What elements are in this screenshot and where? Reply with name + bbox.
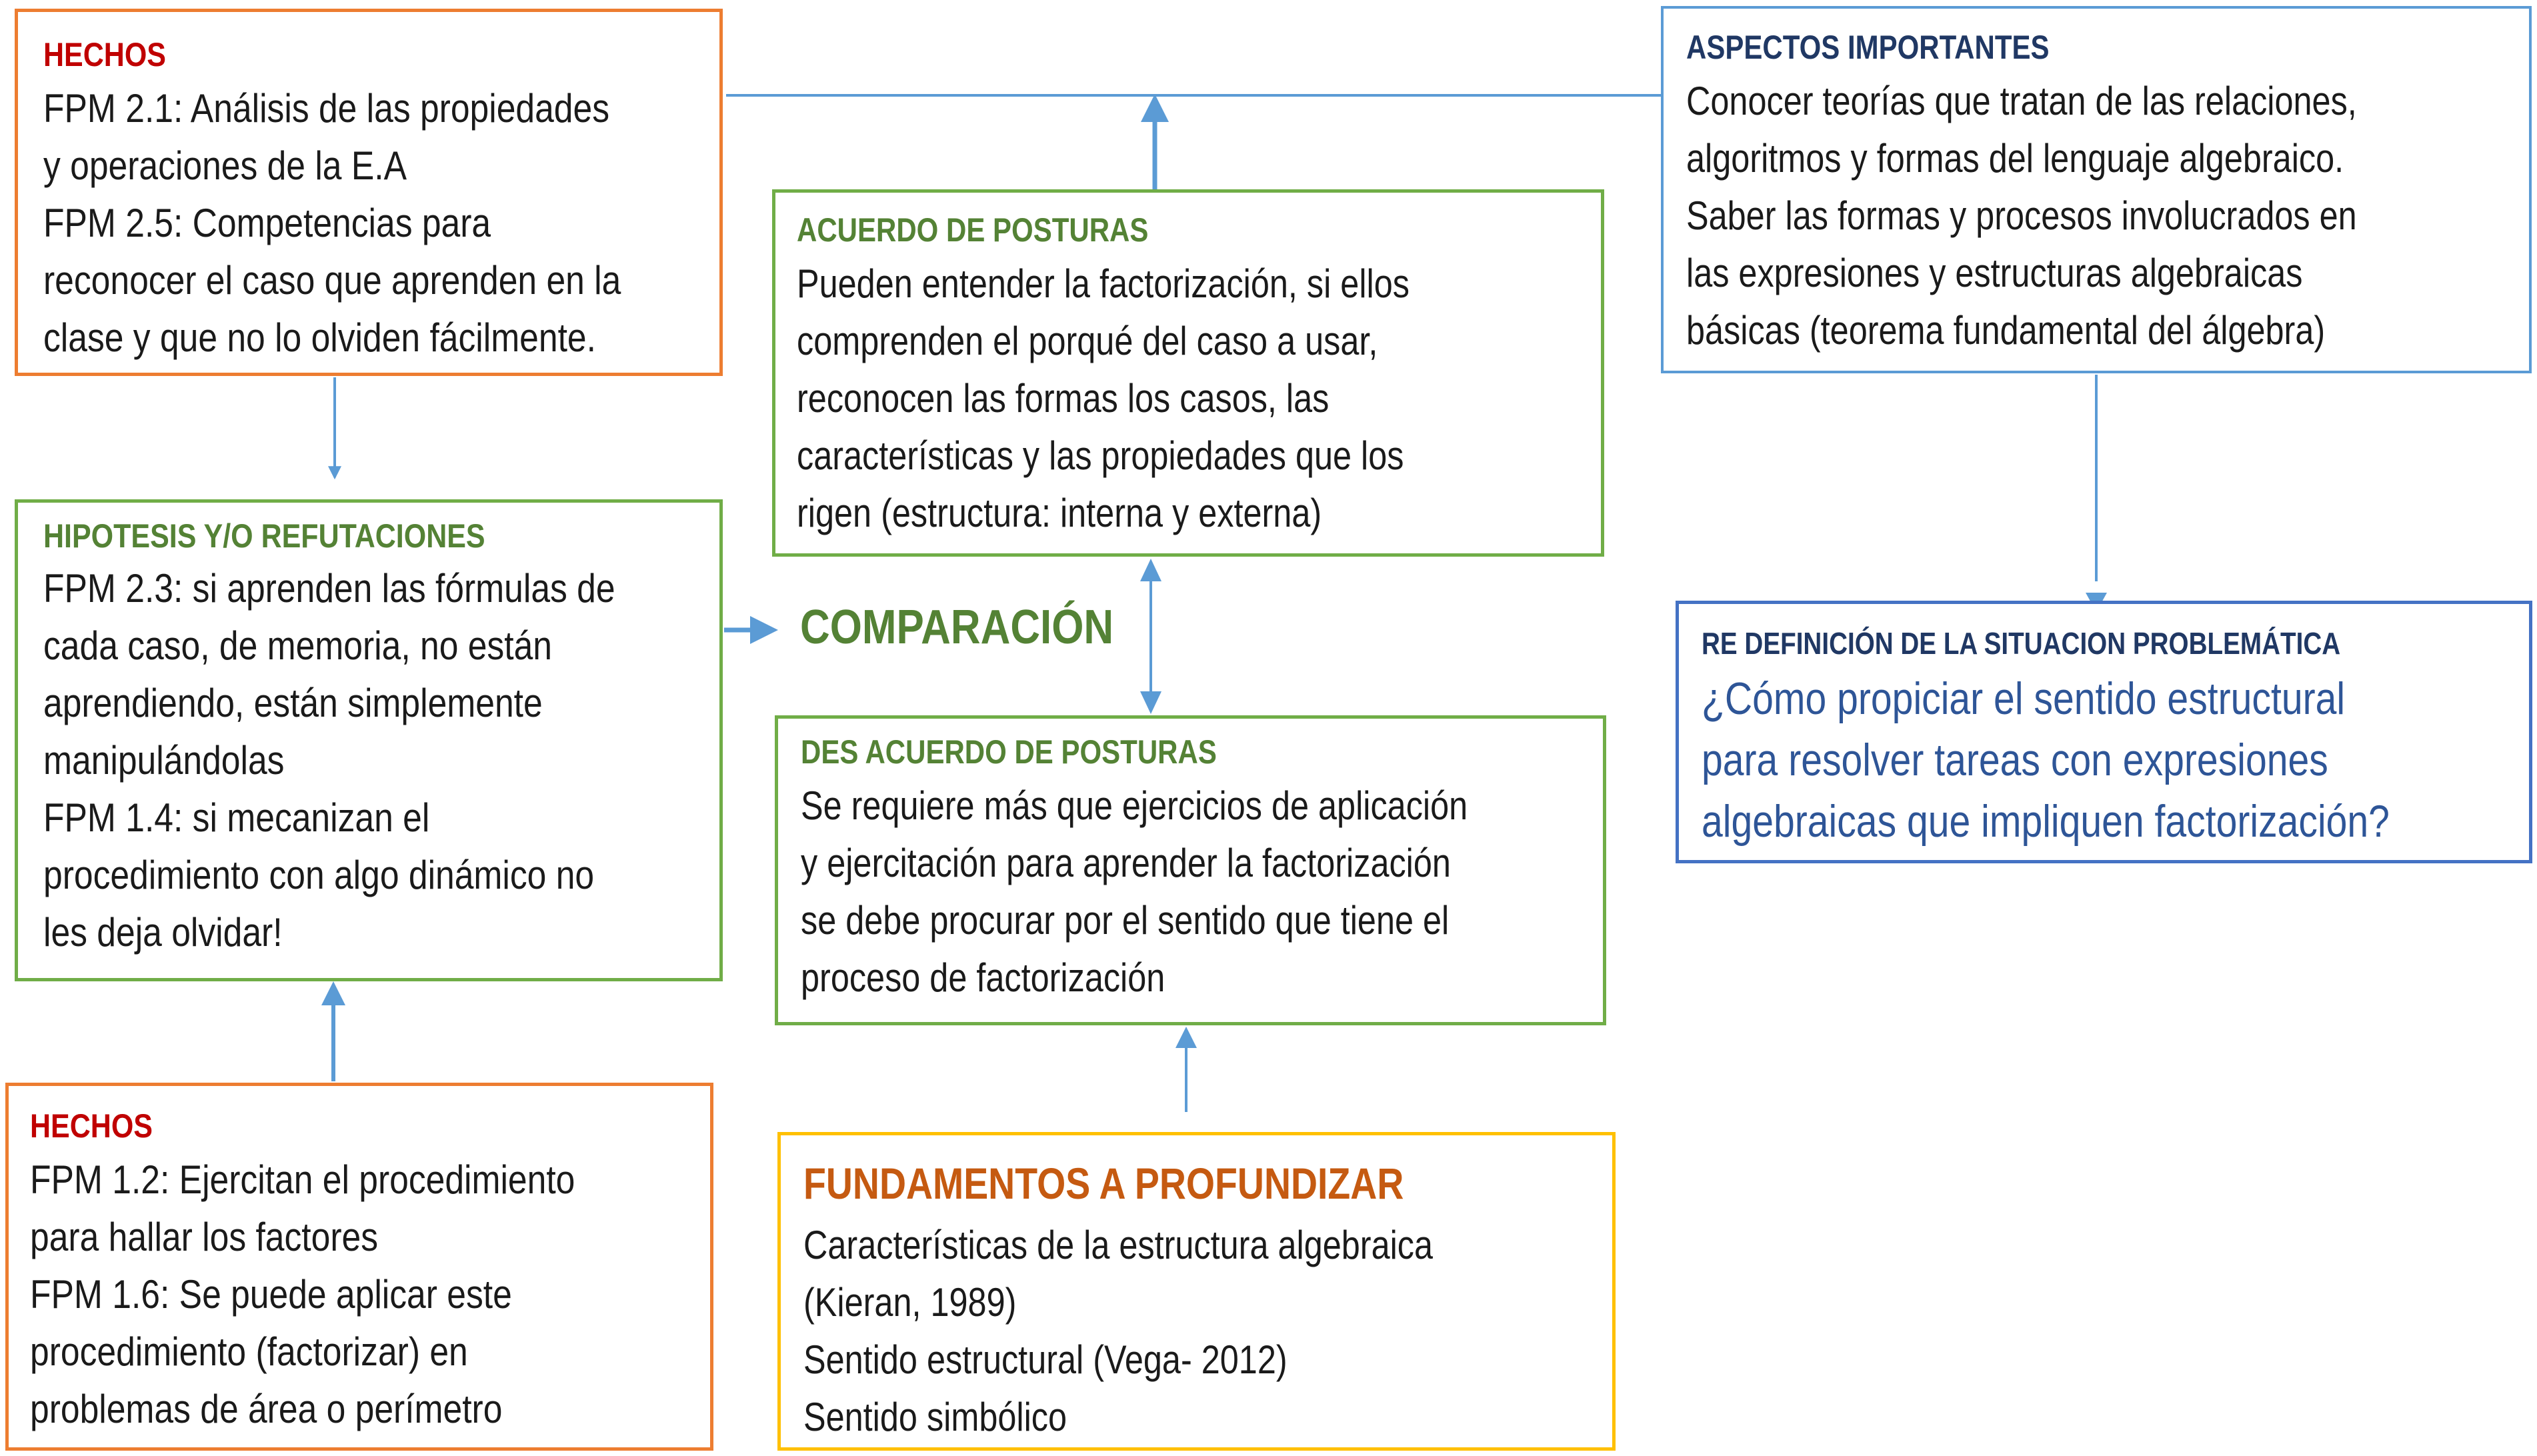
fundamentos-line: Características de la estructura algebraica bbox=[803, 1223, 1434, 1267]
fundamentos-title: FUNDAMENTOS A PROFUNDIZAR bbox=[803, 1159, 1404, 1208]
desacuerdo-line: y ejercitación para aprender la factorización bbox=[801, 841, 1451, 885]
fundamentos-line: Sentido estructural (Vega- 2012) bbox=[803, 1337, 1288, 1382]
aspectos-line: básicas (teorema fundamental del álgebra) bbox=[1686, 308, 2326, 353]
hechos-bottom-line: para hallar los factores bbox=[30, 1215, 379, 1259]
desacuerdo-line: proceso de factorización bbox=[801, 955, 1165, 1000]
desacuerdo-title: DES ACUERDO DE POSTURAS bbox=[801, 733, 1217, 771]
fundamentos-line: Sentido simbólico bbox=[803, 1395, 1067, 1439]
acuerdo-line: reconocen las formas los casos, las bbox=[797, 376, 1330, 421]
arrowhead-up-acuerdo bbox=[1140, 559, 1161, 581]
acuerdo-box bbox=[772, 189, 1604, 557]
redefinicion-box bbox=[1676, 601, 2532, 863]
hipotesis-line: cada caso, de memoria, no están bbox=[43, 623, 552, 668]
hipotesis-line: procedimiento con algo dinámico no bbox=[43, 853, 595, 897]
hipotesis-line: manipulándolas bbox=[43, 738, 285, 783]
aspectos-line: las expresiones y estructuras algebraicas bbox=[1686, 251, 2303, 295]
fundamentos-box bbox=[777, 1132, 1616, 1451]
aspectos-title: ASPECTOS IMPORTANTES bbox=[1686, 29, 2050, 66]
hechos-bottom-box bbox=[5, 1083, 713, 1451]
hipotesis-box bbox=[15, 499, 723, 981]
desacuerdo-line: se debe procurar por el sentido que tiene el bbox=[801, 898, 1450, 943]
hechos-bottom-line: procedimiento (factorizar) en bbox=[30, 1329, 468, 1374]
acuerdo-line: Pueden entender la factorización, si ellos bbox=[797, 261, 1410, 306]
arrowhead-down-desacuerdo bbox=[1140, 691, 1161, 714]
comparacion-label: COMPARACIÓN bbox=[800, 601, 1114, 654]
hechos-top-line: FPM 2.5: Competencias para bbox=[43, 201, 491, 245]
arrowhead-up-fundamentos bbox=[1175, 1027, 1197, 1048]
redefinicion-question-line: algebraicas que impliquen factorización? bbox=[1702, 796, 2390, 847]
hechos-bottom-line: FPM 1.6: Se puede aplicar este bbox=[30, 1272, 512, 1317]
fundamentos-line: (Kieran, 1989) bbox=[803, 1280, 1017, 1325]
hipotesis-line: aprendiendo, están simplemente bbox=[43, 681, 543, 725]
aspectos-line: Conocer teorías que tratan de las relaciones, bbox=[1686, 79, 2357, 123]
hechos-top-title: HECHOS bbox=[43, 36, 166, 73]
hipotesis-line: FPM 1.4: si mecanizan el bbox=[43, 795, 430, 840]
redefinicion-question-line: para resolver tareas con expresiones bbox=[1702, 735, 2328, 785]
hechos-bottom-line: FPM 1.2: Ejercitan el procedimiento bbox=[30, 1157, 575, 1202]
hipotesis-title: HIPOTESIS Y/O REFUTACIONES bbox=[43, 517, 485, 555]
hechos-top-line: y operaciones de la E.A bbox=[43, 143, 407, 188]
desacuerdo-box bbox=[775, 715, 1606, 1025]
acuerdo-line: comprenden el porqué del caso a usar, bbox=[797, 319, 1378, 363]
hipotesis-line: FPM 2.3: si aprenden las fórmulas de bbox=[43, 566, 615, 611]
aspectos-line: algoritmos y formas del lenguaje algebraico. bbox=[1686, 136, 2344, 181]
acuerdo-title: ACUERDO DE POSTURAS bbox=[797, 211, 1149, 249]
hechos-top-line: FPM 2.1: Análisis de las propiedades bbox=[43, 86, 610, 131]
hechos-bottom-line: problemas de área o perímetro bbox=[30, 1387, 503, 1431]
redefinicion-title: RE DEFINICIÓN DE LA SITUACION PROBLEMÁTICA bbox=[1702, 626, 2341, 661]
hechos-top-line: reconocer el caso que aprenden en la bbox=[43, 258, 621, 303]
aspectos-line: Saber las formas y procesos involucrados en bbox=[1686, 193, 2357, 238]
hechos-top-box bbox=[15, 9, 723, 376]
desacuerdo-line: Se requiere más que ejercicios de aplicación bbox=[801, 783, 1468, 828]
acuerdo-line: rigen (estructura: interna y externa) bbox=[797, 491, 1322, 535]
hechos-top-line: clase y que no lo olviden fácilmente. bbox=[43, 315, 596, 360]
acuerdo-line: características y las propiedades que los bbox=[797, 433, 1404, 478]
hipotesis-line: les deja olvidar! bbox=[43, 910, 283, 955]
redefinicion-question-line: ¿Cómo propiciar el sentido estructural bbox=[1702, 673, 2346, 724]
aspectos-box bbox=[1661, 6, 2532, 373]
hechos-bottom-title: HECHOS bbox=[30, 1107, 153, 1145]
